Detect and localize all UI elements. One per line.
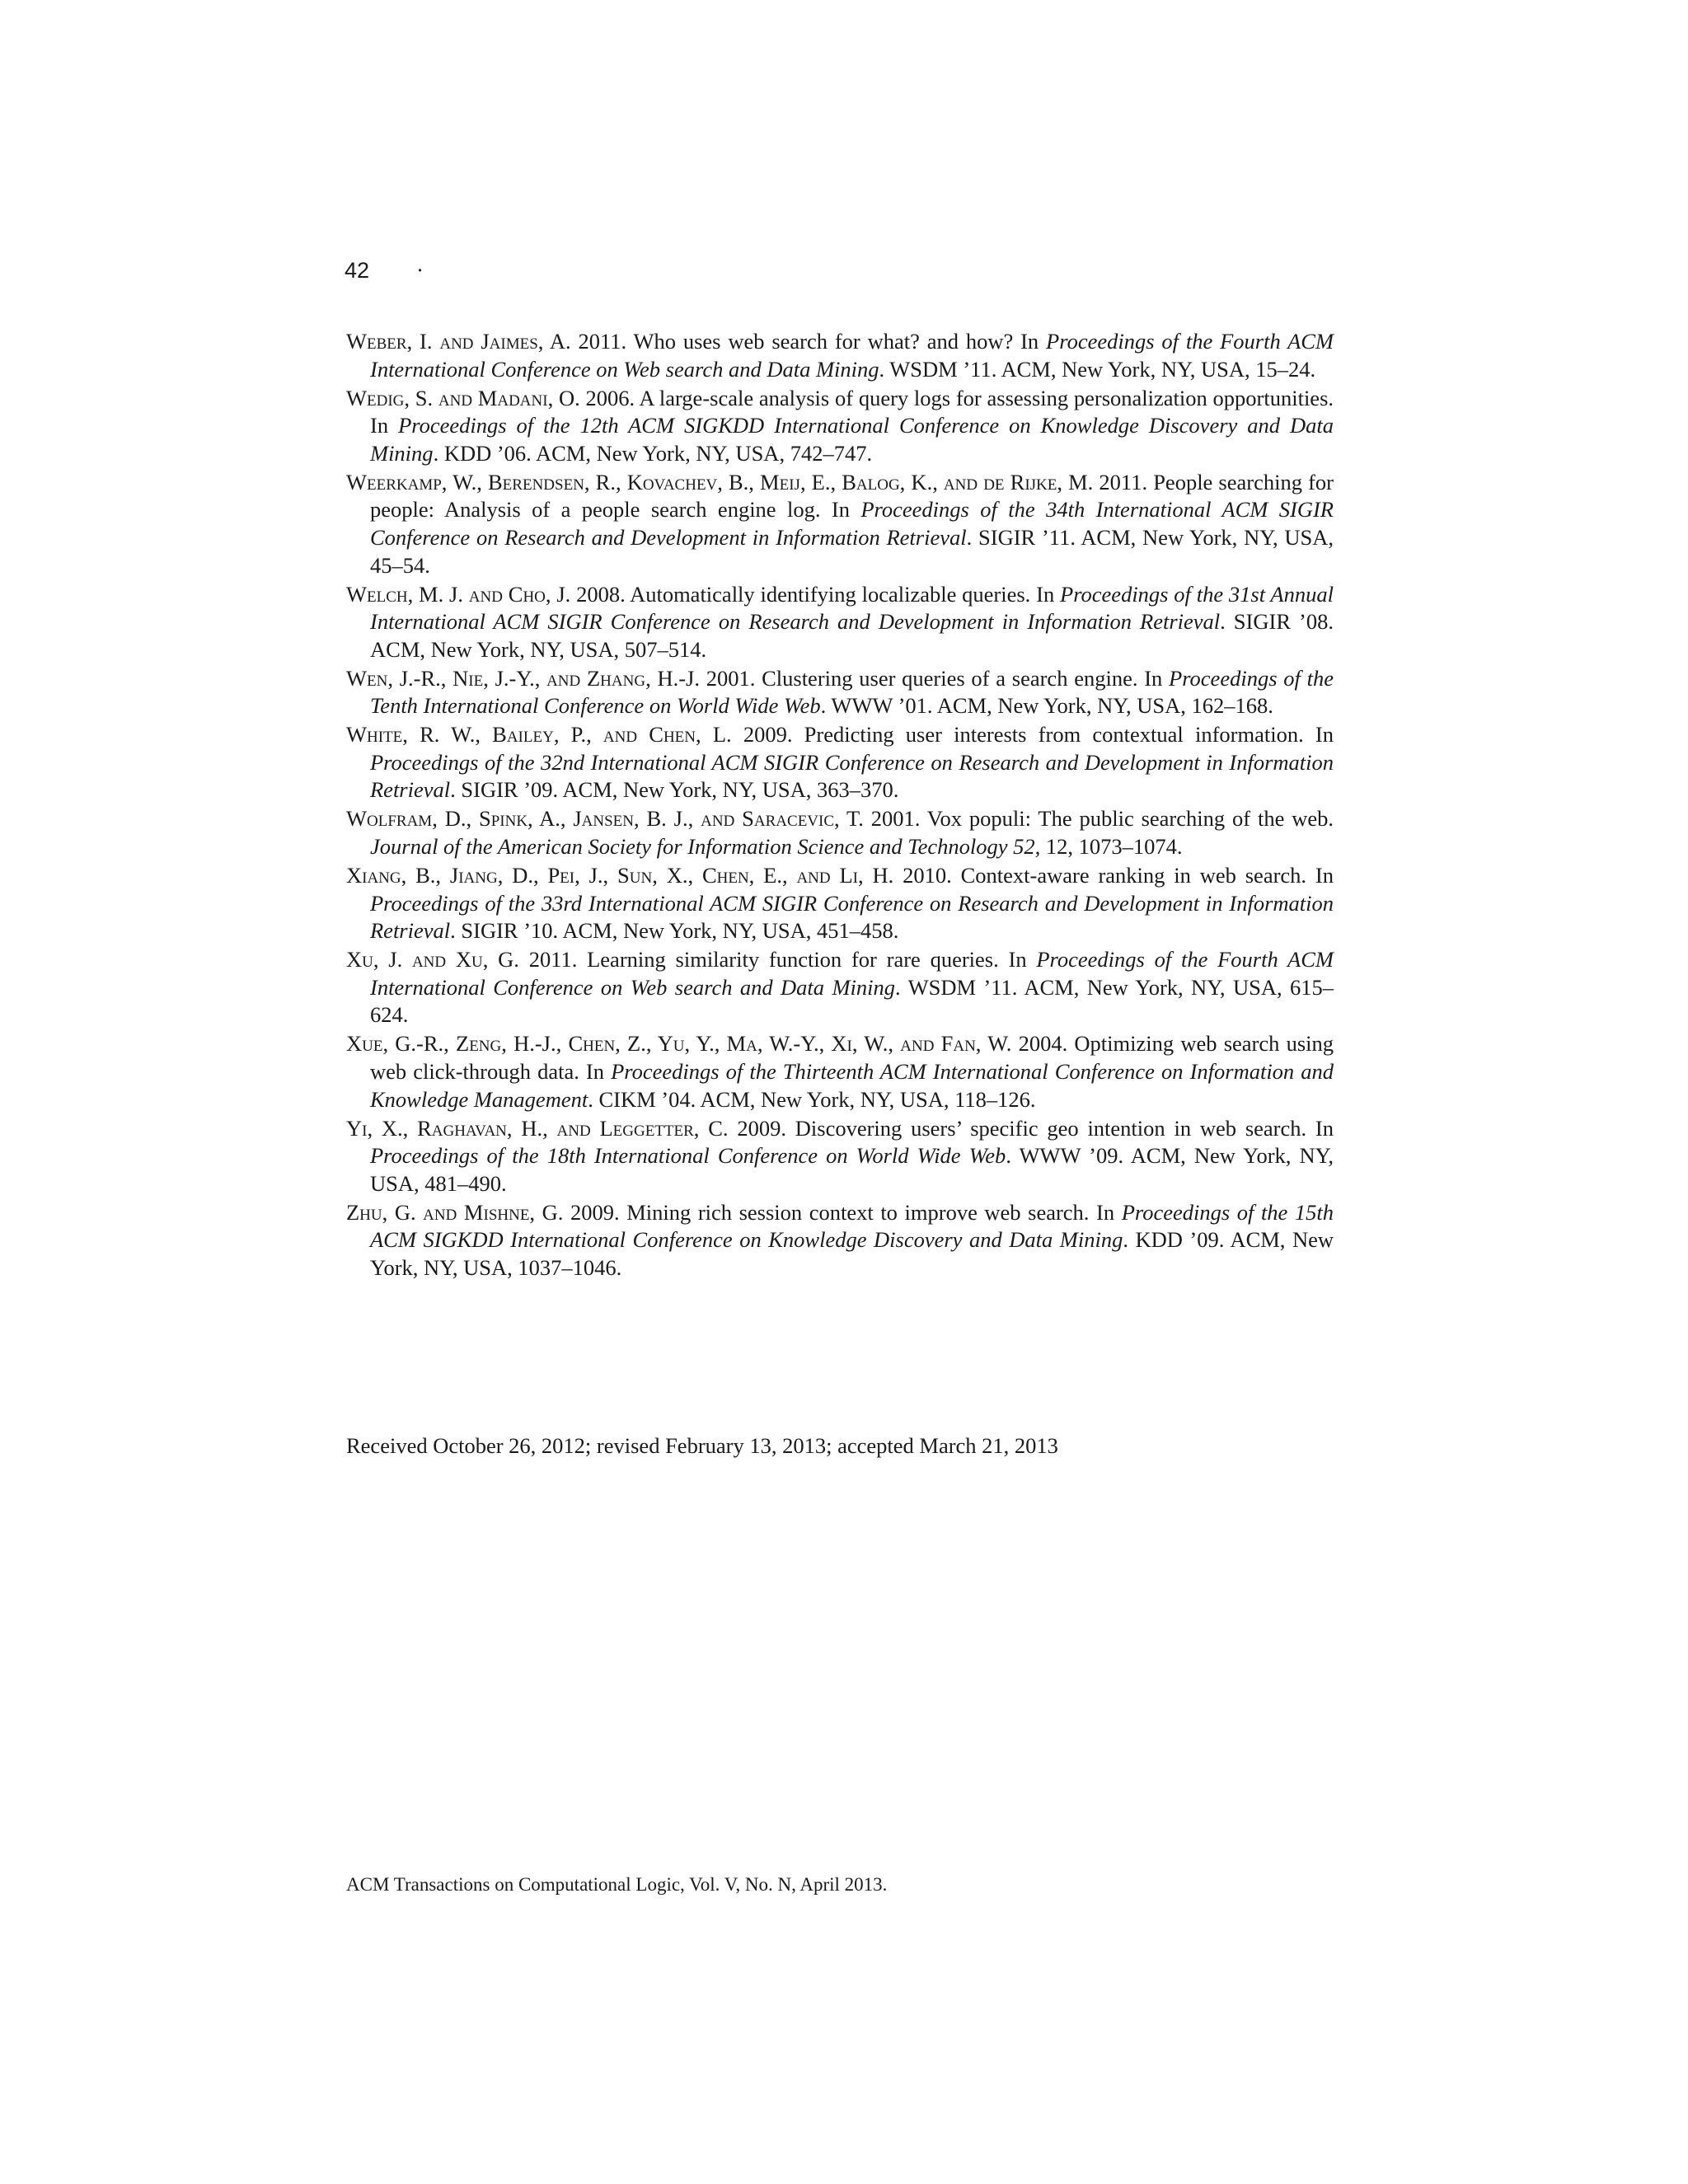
reference-venue: Proceedings of the 31st Annual International ACM SIGIR Conference on Research and Development in Information Retrieval	[370, 581, 1334, 635]
reference-details: 2009. Discovering users’ specific geo intention in web search. In	[728, 1115, 1334, 1141]
reference-list	[346, 328, 1334, 1283]
reference-authors: Xiang, B., Jiang, D., Pei, J., Sun, X., Chen, E., and Li, H.	[346, 863, 894, 888]
reference-venue: Proceedings of the Thirteenth ACM International Conference on Information and Knowledge Management	[370, 1058, 1334, 1112]
reference-entry	[346, 385, 1334, 468]
reference-details: 2009. Mining rich session context to improve web search. In	[563, 1199, 1122, 1225]
reference-publication-info: . WSDM ’11. ACM, New York, NY, USA, 15–24.	[879, 356, 1316, 382]
reference-details: 2011. Who uses web search for what? and how? In	[570, 329, 1047, 354]
reference-details: 2006. A large-scale analysis of query logs for assessing personalization opportunities. In	[370, 385, 1334, 438]
reference-publication-info: 12, 1073–1074.	[1040, 834, 1183, 860]
reference-venue: Proceedings of the 15th ACM SIGKDD International Conference on Knowledge Discovery and Data Mining	[370, 1199, 1334, 1253]
header-separator: ·	[416, 258, 424, 283]
reference-authors: Wedig, S. and Madani, O.	[346, 385, 580, 410]
reference-details: 2009. Predicting user interests from contextual information. In	[731, 722, 1334, 748]
reference-entry	[346, 946, 1334, 1029]
reference-publication-info: . CIKM ’04. ACM, New York, NY, USA, 118–126.	[588, 1086, 1036, 1112]
reference-venue: Proceedings of the 18th International Conference on World Wide Web	[370, 1143, 1006, 1169]
received-dates: Received October 26, 2012; revised February 13, 2013; accepted March 21, 2013	[346, 1433, 1058, 1458]
reference-authors: Yi, X., Raghavan, H., and Leggetter, C.	[346, 1115, 729, 1141]
reference-authors: Wolfram, D., Spink, A., Jansen, B. J., and Saracevic, T.	[346, 806, 864, 832]
reference-authors: Xue, G.-R., Zeng, H.-J., Chen, Z., Yu, Y., Ma, W.-Y., Xi, W., and Fan, W.	[346, 1031, 1012, 1057]
reference-entry	[346, 1199, 1334, 1282]
reference-details: 2008. Automatically identifying localizable queries. In	[570, 581, 1061, 607]
reference-venue: Proceedings of the 34th International ACM SIGIR Conference on Research and Development in Information Retrieval	[370, 497, 1334, 550]
reference-publication-info: . SIGIR ’09. ACM, New York, NY, USA, 363–370.	[450, 777, 899, 803]
reference-venue: Journal of the American Society for Information Science and Technology 52,	[370, 834, 1041, 860]
reference-entry	[346, 469, 1334, 579]
reference-authors: Xu, J. and Xu, G.	[346, 947, 519, 972]
reference-details: 2004. Optimizing web search using web click-through data. In	[370, 1031, 1334, 1084]
reference-details: 2001. Vox populi: The public searching of the web.	[863, 806, 1334, 832]
reference-entry	[346, 328, 1334, 383]
reference-venue: Proceedings of the 33rd International ACM SIGIR Conference on Research and Development in Information Retrieval	[370, 890, 1334, 944]
reference-authors: Zhu, G. and Mishne, G.	[346, 1199, 564, 1225]
reference-publication-info: . SIGIR ’10. ACM, New York, NY, USA, 451–458.	[450, 918, 899, 944]
reference-authors: White, R. W., Bailey, P., and Chen, L.	[346, 722, 732, 748]
reference-publication-info: . WSDM ’11. ACM, New York, NY, USA, 615–624.	[370, 974, 1334, 1028]
reference-authors: Welch, M. J. and Cho, J.	[346, 581, 571, 607]
reference-publication-info: . WWW ’01. ACM, New York, NY, USA, 162–168.	[820, 693, 1273, 719]
journal-footer: ACM Transactions on Computational Logic, Vol. V, No. N, April 2013.	[346, 1874, 888, 1895]
reference-details: 2011. People searching for people: Analysis of a people search engine log. In	[370, 469, 1334, 523]
reference-entry	[346, 721, 1334, 804]
reference-entry	[346, 1030, 1334, 1113]
reference-details: 2011. Learning similarity function for rare queries. In	[518, 947, 1037, 972]
reference-entry	[346, 581, 1334, 664]
reference-entry	[346, 665, 1334, 720]
reference-venue: Proceedings of the 12th ACM SIGKDD International Conference on Knowledge Discovery and Data Mining	[370, 413, 1334, 466]
reference-authors: Weber, I. and Jaimes, A.	[346, 329, 571, 354]
reference-details: 2010. Context-aware ranking in web search. In	[893, 863, 1334, 888]
page-number: 42	[345, 258, 370, 283]
reference-publication-info: . KDD ’06. ACM, New York, NY, USA, 742–747.	[433, 440, 873, 466]
reference-authors: Weerkamp, W., Berendsen, R., Kovachev, B., Meij, E., Balog, K., and de Rijke, M.	[346, 469, 1094, 494]
reference-details: 2001. Clustering user queries of a search engine. In	[699, 665, 1170, 691]
reference-publication-info: . SIGIR ’08. ACM, New York, NY, USA, 507–514.	[370, 609, 1334, 662]
reference-publication-info: . WWW ’09. ACM, New York, NY, USA, 481–490.	[370, 1143, 1334, 1196]
reference-entry	[346, 862, 1334, 945]
reference-venue: Proceedings of the Fourth ACM International Conference on Web search and Data Mining	[370, 329, 1334, 382]
reference-entry	[346, 1115, 1334, 1198]
reference-authors: Wen, J.-R., Nie, J.-Y., and Zhang, H.-J.	[346, 665, 700, 691]
reference-venue: Proceedings of the Fourth ACM International Conference on Web search and Data Mining	[370, 947, 1334, 1000]
reference-publication-info: . KDD ’09. ACM, New York, NY, USA, 1037–1046.	[370, 1227, 1334, 1280]
reference-publication-info: . SIGIR ’11. ACM, New York, NY, USA, 45–54.	[370, 524, 1334, 578]
reference-entry	[346, 805, 1334, 860]
reference-venue: Proceedings of the 32nd International ACM SIGIR Conference on Research and Development in Information Retrieval	[370, 749, 1334, 803]
reference-venue: Proceedings of the Tenth International Conference on World Wide Web	[370, 665, 1334, 719]
